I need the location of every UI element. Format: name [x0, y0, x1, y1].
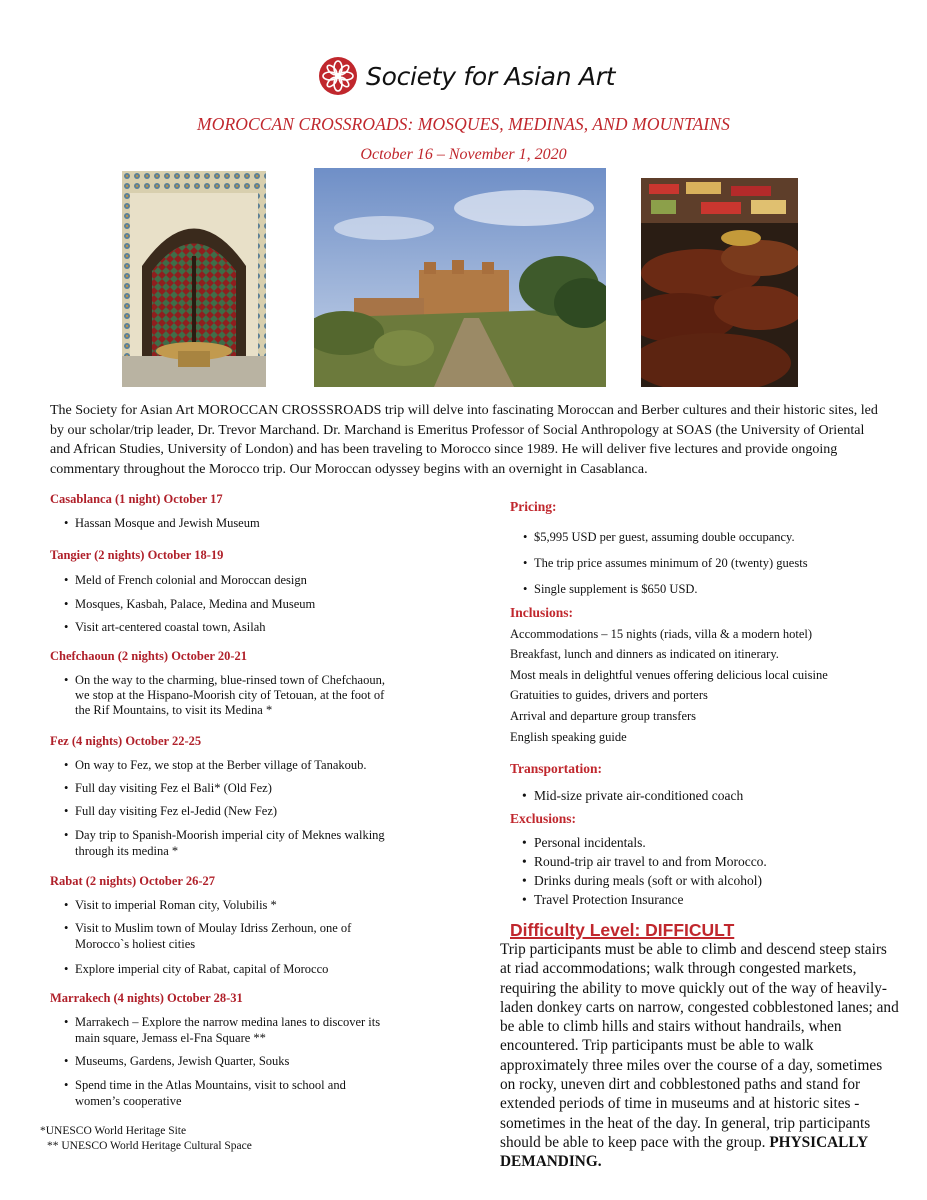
list-item: Accommodations – 15 nights (riads, villa & a modern hotel)	[510, 627, 813, 641]
list-item: • Visit art-centered coastal town, Asilah	[75, 620, 266, 635]
list-item: • Hassan Mosque and Jewish Museum	[75, 516, 260, 531]
itinerary-rabat-heading: Rabat (2 nights) October 26-27	[50, 874, 216, 888]
list-item-continued: the Rif Mountains, to visit its Medina *	[75, 703, 273, 717]
flower-logo-icon	[318, 56, 358, 96]
itinerary-chefchaoun-heading: Chefchaoun (2 nights) October 20-21	[50, 649, 247, 663]
itinerary-fez-heading: Fez (4 nights) October 22-25	[50, 734, 202, 748]
org-name: Society for Asian Art	[366, 61, 616, 91]
list-item: • On the way to the charming, blue-rinsed town of Chefchaoun,	[75, 673, 385, 688]
list-item-continued: we stop at the Hispano-Moorish city of Tetouan, at the foot of	[75, 688, 385, 702]
list-item: • Single supplement is $650 USD.	[534, 582, 698, 597]
list-item: • $5,995 USD per guest, assuming double occupancy.	[534, 530, 795, 545]
list-item: • On way to Fez, we stop at the Berber village of Tanakoub.	[75, 758, 367, 773]
difficulty-emphasis: PHYSICALLY DEMANDING.	[500, 1133, 868, 1171]
list-item: • Spend time in the Atlas Mountains, visit to school and	[75, 1078, 346, 1093]
list-item: • Day trip to Spanish-Moorish imperial city of Meknes walking	[75, 828, 385, 843]
list-item: • Round-trip air travel to and from Morocco.	[534, 854, 767, 870]
list-item: • Drinks during meals (soft or with alcohol)	[534, 873, 762, 889]
inclusions-heading: Inclusions:	[510, 605, 574, 620]
kasbah-landscape-photo	[314, 168, 606, 387]
list-item-continued: through its medina *	[75, 844, 179, 858]
footnote-unesco-space: ** UNESCO World Heritage Cultural Space	[47, 1140, 252, 1152]
list-item: English speaking guide	[510, 730, 627, 744]
footnote-unesco-site: *UNESCO World Heritage Site	[40, 1125, 187, 1137]
list-item: • Personal incidentals.	[534, 835, 646, 851]
itinerary-tangier-heading: Tangier (2 nights) October 18-19	[50, 548, 224, 562]
list-item: • Full day visiting Fez el-Jedid (New Fez)	[75, 804, 277, 819]
list-item: Arrival and departure group transfers	[510, 709, 697, 723]
list-item: • Visit to imperial Roman city, Volubilis *	[75, 898, 277, 913]
list-item-continued: main square, Jemass el-Fna Square **	[75, 1031, 266, 1045]
list-item: • Travel Protection Insurance	[534, 892, 683, 908]
difficulty-description	[500, 940, 900, 1172]
list-item: • Museums, Gardens, Jewish Quarter, Souks	[75, 1054, 289, 1069]
list-item-continued: Morocco`s holiest cities	[75, 937, 196, 951]
list-item: Breakfast, lunch and dinners as indicated on itinerary.	[510, 647, 779, 661]
itinerary-marrakech-heading: Marrakech (4 nights) October 28-31	[50, 991, 243, 1005]
pricing-heading: Pricing:	[510, 499, 557, 514]
difficulty-heading: Difficulty Level: DIFFICULT	[510, 920, 735, 940]
list-item-continued: women’s cooperative	[75, 1094, 182, 1108]
society-logo	[318, 56, 615, 96]
exclusions-heading: Exclusions:	[510, 811, 577, 826]
list-item: • The trip price assumes minimum of 20 (twenty) guests	[534, 556, 808, 571]
list-item: • Explore imperial city of Rabat, capital of Morocco	[75, 962, 328, 977]
mosque-door-photo	[122, 171, 266, 387]
difficulty-body-text: Trip participants must be able to climb and descend steep stairs at riad accommodations; walk through congested markets, requiring the ability to move quickly out of the way of heavily-laden donkey carts on narrow, congested cobblestoned lanes; and be able to climb hills and stairs without handrails, when encountered. Trip participants must be able to walk approximately three miles over the course of a day, sometimes on rocky, uneven dirt and cobblestoned paths and stand for extended periods of time in museums and at historic sites - sometimes in the heat of the day. In general, trip participants should be able to keep pace with the group.	[500, 941, 899, 1151]
intro-paragraph: The Society for Asian Art MOROCCAN CROSSSROADS trip will delve into fascinating Moroccan and Berber cultures and their historic sites, led by our scholar/trip leader, Dr. Trevor Marchand. Dr. Marchand is Emeritus Professor of Social Anthropology at SOAS (the University of Oriental and African Studies, University of London) and has been traveling to Morocco since 1989. He will deliver five lectures and provide ongoing commentary throughout the Morocco trip. Our Moroccan odyssey begins with an overnight in Casablanca.	[50, 403, 878, 477]
list-item: • Full day visiting Fez el Bali* (Old Fez)	[75, 781, 272, 796]
market-dates-photo	[641, 178, 798, 387]
list-item: • Meld of French colonial and Moroccan design	[75, 573, 307, 588]
list-item: Gratuities to guides, drivers and porters	[510, 688, 708, 702]
list-item: Most meals in delightful venues offering delicious local cuisine	[510, 668, 828, 682]
list-item: • Mosques, Kasbah, Palace, Medina and Museum	[75, 597, 315, 612]
list-item: • Marrakech – Explore the narrow medina lanes to discover its	[75, 1015, 380, 1030]
list-item: • Visit to Muslim town of Moulay Idriss Zerhoun, one of	[75, 921, 351, 936]
trip-title: MOROCCAN CROSSROADS: MOSQUES, MEDINAS, AND MOUNTAINS	[197, 114, 730, 134]
trip-dates: October 16 – November 1, 2020	[360, 146, 567, 163]
transportation-heading: Transportation:	[510, 761, 603, 776]
list-item: • Mid-size private air-conditioned coach	[534, 788, 743, 804]
itinerary-casablanca-heading: Casablanca (1 night) October 17	[50, 492, 223, 506]
